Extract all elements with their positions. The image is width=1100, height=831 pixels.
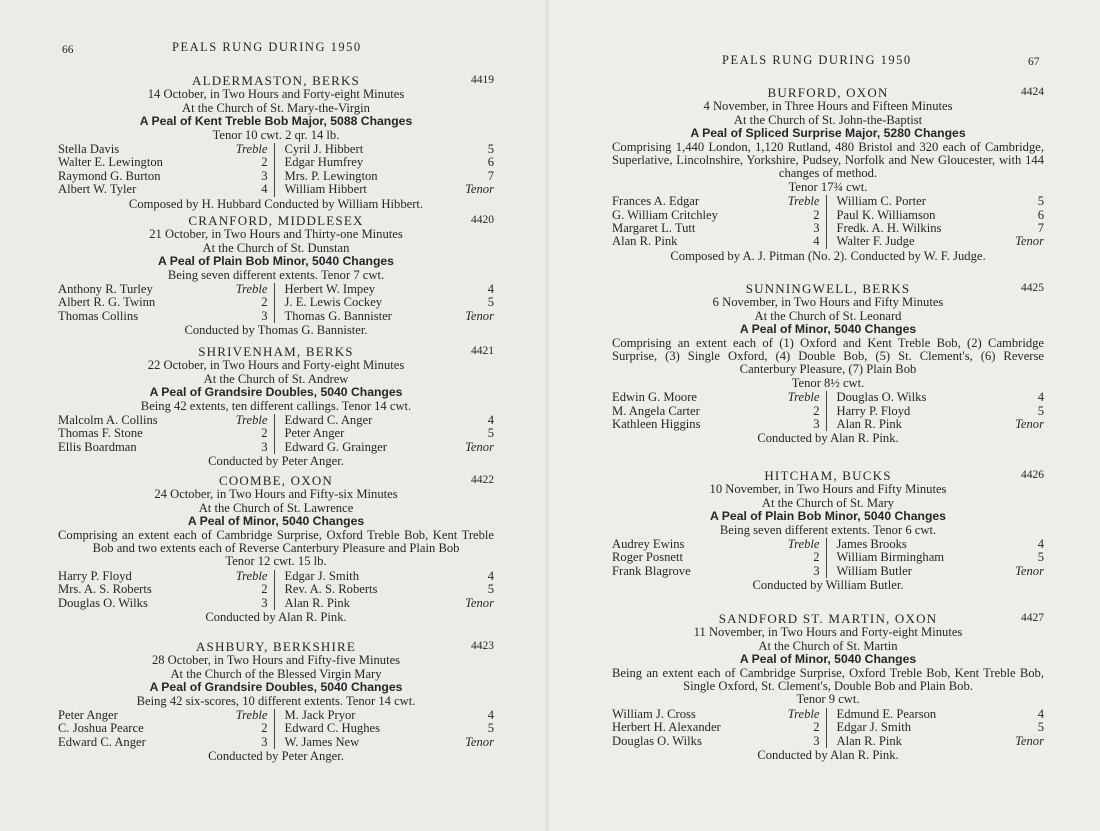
peal-composition: Comprising an extent each of (1) Oxford and Kent Treble Bob, (2) Cambridge Surprise, (3) Single Oxford, (4) Double Bob, (5) St. Clement's, (6) Reverse Canterbury Pleasure, (7) Plain Bob bbox=[612, 335, 1044, 377]
bell-position: Tenor bbox=[465, 595, 494, 610]
peal-title bbox=[58, 74, 494, 87]
ringer-row bbox=[285, 736, 495, 749]
ringers-band bbox=[612, 708, 1044, 748]
peal-number: 4420 bbox=[471, 214, 494, 226]
ringer-row bbox=[58, 296, 268, 309]
peal-tenor: Being seven different extents. Tenor 7 cwt. bbox=[167, 267, 385, 282]
peal-conductor: Conducted by Thomas G. Bannister. bbox=[184, 323, 368, 338]
ringers-column-right bbox=[826, 708, 1045, 748]
ringer-name: Rev. A. S. Roberts bbox=[284, 582, 378, 597]
bell-position: 2 bbox=[261, 721, 268, 736]
ringers-column-left bbox=[58, 414, 274, 454]
peal-entry bbox=[58, 74, 494, 211]
ringer-name: Thomas F. Stone bbox=[58, 426, 143, 441]
ringer-row bbox=[612, 222, 820, 235]
ringer-row bbox=[837, 235, 1045, 248]
peal-title bbox=[58, 345, 494, 358]
ringer-name: William Butler bbox=[836, 563, 912, 578]
bell-position: 5 bbox=[487, 582, 494, 597]
ringer-row bbox=[285, 183, 495, 196]
peal-entry bbox=[612, 86, 1044, 263]
ringer-name: G. William Critchley bbox=[612, 207, 718, 222]
bell-position: 5 bbox=[1037, 403, 1044, 418]
ringer-row bbox=[285, 570, 495, 583]
peal-place: BURFORD, OXON bbox=[767, 85, 889, 100]
peal-date: 28 October, in Two Hours and Fifty-five Minutes bbox=[151, 653, 401, 668]
ringer-row bbox=[837, 222, 1045, 235]
ringer-name: Harry P. Floyd bbox=[58, 568, 132, 583]
ringer-name: Alan R. Pink bbox=[284, 595, 350, 610]
ringer-row bbox=[837, 405, 1045, 418]
peal-method: A Peal of Grandsire Doubles, 5040 Changes bbox=[149, 385, 403, 400]
bell-position: 5 bbox=[1037, 720, 1044, 735]
peal-conductor: Conducted by Alan R. Pink. bbox=[757, 431, 899, 446]
ringer-name: Edwin G. Moore bbox=[612, 390, 697, 405]
peal-entry bbox=[58, 345, 494, 469]
ringer-row bbox=[285, 170, 495, 183]
ringer-name: J. E. Lewis Cockey bbox=[284, 295, 383, 310]
bell-position: 3 bbox=[261, 734, 268, 749]
ringer-name: James Brooks bbox=[836, 537, 907, 552]
ringer-row bbox=[837, 538, 1045, 551]
ringers-band bbox=[612, 391, 1044, 431]
ringers-column-right bbox=[274, 414, 495, 454]
ringer-name: Fredk. A. H. Wilkins bbox=[836, 221, 942, 236]
bell-position: Treble bbox=[235, 413, 268, 428]
ringer-row bbox=[58, 709, 268, 722]
peal-tenor: Being seven different extents. Tenor 6 cwt. bbox=[719, 522, 937, 537]
peal-number: 4423 bbox=[471, 640, 494, 652]
ringers-column-right bbox=[274, 709, 495, 749]
peal-date: 22 October, in Two Hours and Forty-eight Minutes bbox=[147, 358, 405, 373]
page-number: 67 bbox=[1028, 56, 1040, 68]
ringer-name: Alan R. Pink bbox=[836, 417, 902, 432]
ringer-name: Edgar Humfrey bbox=[284, 155, 364, 170]
ringer-row bbox=[58, 597, 268, 610]
bell-position: Treble bbox=[235, 282, 268, 297]
ringer-name: Edmund E. Pearson bbox=[836, 706, 937, 721]
ringer-name: Paul K. Williamson bbox=[836, 207, 936, 222]
ringer-name: Raymond G. Burton bbox=[58, 168, 161, 183]
peal-conductor: Conducted by Peter Anger. bbox=[208, 454, 344, 469]
ringers-band bbox=[58, 143, 494, 197]
bell-position: 6 bbox=[1037, 207, 1044, 222]
ringer-name: Douglas O. Wilks bbox=[612, 733, 702, 748]
bell-position: 2 bbox=[813, 720, 820, 735]
peal-entry bbox=[58, 214, 494, 338]
bell-position: 3 bbox=[813, 417, 820, 432]
ringer-row bbox=[837, 708, 1045, 721]
peal-entry bbox=[58, 640, 494, 764]
ringer-name: Edward C. Anger bbox=[284, 413, 373, 428]
bell-position: 7 bbox=[487, 168, 494, 183]
ringer-row bbox=[58, 427, 268, 440]
peal-title bbox=[612, 86, 1044, 99]
peal-number: 4424 bbox=[1021, 86, 1044, 98]
ringer-name: Herbert H. Alexander bbox=[612, 720, 721, 735]
bell-position: 6 bbox=[487, 155, 494, 170]
running-header: PEALS RUNG DURING 1950 bbox=[722, 53, 912, 67]
bell-position: Tenor bbox=[465, 734, 494, 749]
ringer-row bbox=[285, 597, 495, 610]
ringers-column-left bbox=[612, 195, 826, 249]
ringer-row bbox=[612, 405, 820, 418]
ringer-row bbox=[285, 427, 495, 440]
ringer-name: Thomas G. Bannister bbox=[284, 308, 392, 323]
peal-tenor: Tenor 17¾ cwt. bbox=[788, 179, 868, 194]
ringer-row bbox=[837, 565, 1045, 578]
peal-conductor: Conducted by Alan R. Pink. bbox=[205, 610, 347, 625]
bell-position: 3 bbox=[813, 221, 820, 236]
ringers-band bbox=[58, 709, 494, 749]
peal-place: HITCHAM, BUCKS bbox=[764, 468, 892, 483]
ringer-name: C. Joshua Pearce bbox=[58, 721, 144, 736]
peal-method: A Peal of Spliced Surprise Major, 5280 Changes bbox=[690, 126, 966, 141]
ringer-name: Albert W. Tyler bbox=[58, 182, 137, 197]
bell-position: 2 bbox=[813, 403, 820, 418]
peal-church: At the Church of St. Dunstan bbox=[202, 240, 350, 255]
ringers-column-left bbox=[58, 283, 274, 323]
ringer-name: Cyril J. Hibbert bbox=[284, 142, 364, 157]
ringer-name: Edgar J. Smith bbox=[284, 568, 360, 583]
bell-position: Tenor bbox=[465, 182, 494, 197]
ringer-row bbox=[285, 709, 495, 722]
ringer-name: William C. Porter bbox=[836, 194, 926, 209]
ringer-row bbox=[285, 583, 495, 596]
ringer-name: Anthony R. Turley bbox=[58, 282, 153, 297]
ringer-name: M. Jack Pryor bbox=[284, 708, 356, 723]
bell-position: 5 bbox=[487, 295, 494, 310]
ringer-name: Walter F. Judge bbox=[836, 234, 915, 249]
bell-position: 2 bbox=[261, 426, 268, 441]
ringer-row bbox=[285, 143, 495, 156]
page-number: 66 bbox=[62, 44, 74, 56]
ringer-row bbox=[612, 551, 820, 564]
peal-place: SUNNINGWELL, BERKS bbox=[745, 281, 911, 296]
ringer-name: M. Angela Carter bbox=[612, 403, 700, 418]
bell-position: Tenor bbox=[1015, 234, 1044, 249]
ringer-row bbox=[58, 156, 268, 169]
peal-number: 4426 bbox=[1021, 469, 1044, 481]
ringers-band bbox=[612, 538, 1044, 578]
bell-position: 2 bbox=[813, 207, 820, 222]
bell-position: 4 bbox=[1037, 390, 1044, 405]
ringer-row bbox=[837, 391, 1045, 404]
peal-title bbox=[58, 214, 494, 227]
bell-position: 4 bbox=[261, 182, 268, 197]
ringer-name: Ellis Boardman bbox=[58, 439, 137, 454]
ringer-name: W. James New bbox=[284, 734, 360, 749]
bell-position: 2 bbox=[261, 582, 268, 597]
ringer-name: Audrey Ewins bbox=[612, 537, 685, 552]
ringer-name: William Hibbert bbox=[284, 182, 367, 197]
peal-conductor: Composed by A. J. Pitman (No. 2). Conducted by W. F. Judge. bbox=[670, 248, 986, 263]
bell-position: Treble bbox=[787, 194, 820, 209]
peal-composition: Comprising 1,440 London, 1,120 Rutland, 480 Bristol and 320 each of Cambridge, Superlative, Lincolnshire, Yorkshire, Pudsey, Norfolk and New Gloucester, with 144 changes of method. bbox=[612, 139, 1044, 181]
peal-number: 4422 bbox=[471, 474, 494, 486]
peal-date: 10 November, in Two Hours and Fifty Minutes bbox=[709, 482, 947, 497]
peal-title bbox=[612, 612, 1044, 625]
bell-position: 5 bbox=[487, 142, 494, 157]
ringer-name: Walter E. Lewington bbox=[58, 155, 163, 170]
ringers-band bbox=[58, 414, 494, 454]
peal-church: At the Church of St. Mary bbox=[761, 495, 895, 510]
bell-position: 4 bbox=[487, 708, 494, 723]
ringer-row bbox=[58, 310, 268, 323]
ringer-row bbox=[612, 209, 820, 222]
peal-method: A Peal of Grandsire Doubles, 5040 Changes bbox=[149, 680, 403, 695]
peal-church: At the Church of St. John-the-Baptist bbox=[733, 112, 923, 127]
ringer-name: Edward C. Hughes bbox=[284, 721, 380, 736]
bell-position: 4 bbox=[487, 282, 494, 297]
ringer-row bbox=[58, 570, 268, 583]
ringers-column-right bbox=[274, 143, 495, 197]
peal-conductor: Conducted by Alan R. Pink. bbox=[757, 748, 899, 763]
peal-method: A Peal of Plain Bob Minor, 5040 Changes bbox=[710, 509, 946, 524]
bell-position: Treble bbox=[235, 568, 268, 583]
peal-method: A Peal of Kent Treble Bob Major, 5088 Changes bbox=[139, 114, 413, 129]
ringer-row bbox=[58, 414, 268, 427]
ringer-row bbox=[285, 296, 495, 309]
ringer-row bbox=[58, 736, 268, 749]
bell-position: 5 bbox=[1037, 550, 1044, 565]
bell-position: Tenor bbox=[1015, 733, 1044, 748]
bell-position: Treble bbox=[235, 142, 268, 157]
peal-date: 21 October, in Two Hours and Thirty-one Minutes bbox=[149, 227, 403, 242]
bell-position: 2 bbox=[261, 295, 268, 310]
ringer-row bbox=[58, 183, 268, 196]
ringer-row bbox=[58, 143, 268, 156]
peal-entry bbox=[612, 469, 1044, 593]
bell-position: Tenor bbox=[465, 308, 494, 323]
peal-composition: Comprising an extent each of Cambridge Surprise, Oxford Treble Bob, Kent Treble Bob and two extents each of Reverse Canterbury Pleasure and Plain Bob bbox=[58, 527, 494, 556]
peal-number: 4427 bbox=[1021, 612, 1044, 624]
ringer-row bbox=[837, 721, 1045, 734]
bell-position: 3 bbox=[813, 733, 820, 748]
ringer-name: Mrs. A. S. Roberts bbox=[58, 582, 152, 597]
peal-title bbox=[58, 474, 494, 487]
ringer-row bbox=[612, 708, 820, 721]
peal-method: A Peal of Minor, 5040 Changes bbox=[739, 652, 917, 667]
ringer-name: Alan R. Pink bbox=[836, 733, 902, 748]
peal-conductor: Composed by H. Hubbard Conducted by William Hibbert. bbox=[128, 196, 424, 211]
ringer-name: Frances A. Edgar bbox=[612, 194, 700, 209]
bell-position: 2 bbox=[813, 550, 820, 565]
peal-date: 24 October, in Two Hours and Fifty-six Minutes bbox=[154, 487, 398, 502]
ringer-row bbox=[612, 538, 820, 551]
peal-number: 4425 bbox=[1021, 282, 1044, 294]
ringer-name: Peter Anger bbox=[284, 426, 345, 441]
ringer-row bbox=[612, 391, 820, 404]
peal-title bbox=[612, 282, 1044, 295]
ringer-row bbox=[285, 283, 495, 296]
peal-church: At the Church of St. Mary-the-Virgin bbox=[182, 100, 370, 115]
ringers-column-left bbox=[612, 391, 826, 431]
peal-tenor: Tenor 12 cwt. 15 lb. bbox=[225, 554, 327, 569]
bell-position: 4 bbox=[487, 413, 494, 428]
peal-method: A Peal of Minor, 5040 Changes bbox=[739, 322, 917, 337]
bell-position: 4 bbox=[1037, 537, 1044, 552]
ringer-name: William J. Cross bbox=[612, 706, 696, 721]
bell-position: Tenor bbox=[465, 439, 494, 454]
ringer-name: William Birmingham bbox=[836, 550, 945, 565]
ringer-row bbox=[58, 170, 268, 183]
peal-method: A Peal of Plain Bob Minor, 5040 Changes bbox=[158, 254, 394, 269]
peal-entry bbox=[612, 282, 1044, 446]
bell-position: 4 bbox=[813, 234, 820, 249]
peal-entry bbox=[58, 474, 494, 624]
peal-place: CRANFORD, MIDDLESEX bbox=[188, 213, 364, 228]
ringer-row bbox=[837, 418, 1045, 431]
bell-position: 5 bbox=[487, 721, 494, 736]
ringer-name: Douglas O. Wilks bbox=[58, 595, 148, 610]
ringer-row bbox=[285, 414, 495, 427]
ringers-column-left bbox=[612, 538, 826, 578]
ringer-name: Stella Davis bbox=[58, 142, 120, 157]
ringers-column-right bbox=[826, 391, 1045, 431]
peal-date: 11 November, in Two Hours and Forty-eight Minutes bbox=[693, 625, 963, 640]
bell-position: Tenor bbox=[1015, 563, 1044, 578]
bell-position: Treble bbox=[787, 390, 820, 405]
ringer-row bbox=[58, 722, 268, 735]
ringer-name: Harry P. Floyd bbox=[836, 403, 911, 418]
ringers-column-right bbox=[826, 195, 1045, 249]
bell-position: 3 bbox=[261, 308, 268, 323]
ringer-name: Edward C. Anger bbox=[58, 734, 146, 749]
ringer-row bbox=[285, 156, 495, 169]
ringer-name: Herbert W. Impey bbox=[284, 282, 376, 297]
bell-position: 3 bbox=[261, 168, 268, 183]
peal-date: 4 November, in Three Hours and Fifteen Minutes bbox=[703, 99, 953, 114]
ringers-column-left bbox=[612, 708, 826, 748]
peal-church: At the Church of St. Leonard bbox=[754, 308, 902, 323]
right-page bbox=[550, 0, 1100, 831]
peal-conductor: Conducted by William Butler. bbox=[752, 578, 904, 593]
bell-position: Treble bbox=[787, 706, 820, 721]
bell-position: 5 bbox=[487, 426, 494, 441]
peal-place: ALDERMASTON, BERKS bbox=[192, 73, 360, 88]
peal-church: At the Church of St. Martin bbox=[758, 638, 898, 653]
ringers-column-right bbox=[274, 570, 495, 610]
ringer-row bbox=[837, 735, 1045, 748]
ringer-row bbox=[612, 735, 820, 748]
peal-date: 6 November, in Two Hours and Fifty Minutes bbox=[712, 295, 944, 310]
bell-position: 2 bbox=[261, 155, 268, 170]
ringer-name: Edward G. Grainger bbox=[284, 439, 387, 454]
peal-place: SHRIVENHAM, BERKS bbox=[198, 344, 354, 359]
ringer-row bbox=[285, 441, 495, 454]
ringer-row bbox=[612, 235, 820, 248]
peal-place: COOMBE, OXON bbox=[218, 473, 334, 488]
ringer-row bbox=[612, 418, 820, 431]
ringer-row bbox=[837, 195, 1045, 208]
peal-composition: Being an extent each of Cambridge Surprise, Oxford Treble Bob, Kent Treble Bob, Single Oxford, St. Clement's, Double Bob and Plain Bob. bbox=[612, 665, 1044, 694]
ringer-row bbox=[612, 721, 820, 734]
peal-conductor: Conducted by Peter Anger. bbox=[208, 749, 344, 764]
ringer-name: Malcolm A. Collins bbox=[58, 413, 158, 428]
peal-place: ASHBURY, BERKSHIRE bbox=[195, 639, 357, 654]
ringer-name: Frank Blagrove bbox=[612, 563, 691, 578]
bell-position: Treble bbox=[787, 537, 820, 552]
ringer-name: Margaret L. Tutt bbox=[612, 221, 696, 236]
ringer-row bbox=[837, 209, 1045, 222]
bell-position: 7 bbox=[1037, 221, 1044, 236]
ringers-column-left bbox=[58, 709, 274, 749]
ringers-band bbox=[58, 283, 494, 323]
ringer-row bbox=[285, 310, 495, 323]
ringer-row bbox=[612, 195, 820, 208]
bell-position: 4 bbox=[487, 568, 494, 583]
peal-place: SANDFORD ST. MARTIN, OXON bbox=[718, 611, 938, 626]
ringer-name: Albert R. G. Twinn bbox=[58, 295, 156, 310]
peal-tenor: Tenor 9 cwt. bbox=[796, 692, 860, 707]
ringer-row bbox=[837, 551, 1045, 564]
peal-church: At the Church of St. Lawrence bbox=[198, 500, 354, 515]
peal-date: 14 October, in Two Hours and Forty-eight Minutes bbox=[147, 87, 405, 102]
peal-tenor: Tenor 10 cwt. 2 qr. 14 lb. bbox=[212, 127, 340, 142]
ringer-name: Mrs. P. Lewington bbox=[284, 168, 378, 183]
peal-tenor: Being 42 six-scores, 10 different extents. Tenor 14 cwt. bbox=[136, 693, 416, 708]
ringer-name: Kathleen Higgins bbox=[612, 417, 701, 432]
ringer-name: Alan R. Pink bbox=[612, 234, 678, 249]
ringer-name: Edgar J. Smith bbox=[836, 720, 912, 735]
ringer-row bbox=[58, 283, 268, 296]
peal-church: At the Church of St. Andrew bbox=[203, 371, 349, 386]
ringer-row bbox=[58, 441, 268, 454]
ringer-name: Roger Posnett bbox=[612, 550, 684, 565]
bell-position: Treble bbox=[235, 708, 268, 723]
ringer-row bbox=[285, 722, 495, 735]
peal-church: At the Church of the Blessed Virgin Mary bbox=[170, 666, 382, 681]
ringer-row bbox=[58, 583, 268, 596]
ringers-column-left bbox=[58, 143, 274, 197]
peal-number: 4421 bbox=[471, 345, 494, 357]
bell-position: Tenor bbox=[1015, 417, 1044, 432]
ringers-column-left bbox=[58, 570, 274, 610]
peal-number: 4419 bbox=[471, 74, 494, 86]
bell-position: 3 bbox=[261, 439, 268, 454]
peal-title bbox=[612, 469, 1044, 482]
ringer-name: Peter Anger bbox=[58, 708, 118, 723]
bell-position: 4 bbox=[1037, 706, 1044, 721]
ringers-column-right bbox=[274, 283, 495, 323]
running-header: PEALS RUNG DURING 1950 bbox=[172, 40, 362, 54]
peal-title bbox=[58, 640, 494, 653]
bell-position: 3 bbox=[261, 595, 268, 610]
ringer-name: Douglas O. Wilks bbox=[836, 390, 927, 405]
ringers-column-right bbox=[826, 538, 1045, 578]
bell-position: 5 bbox=[1037, 194, 1044, 209]
peal-tenor: Tenor 8½ cwt. bbox=[791, 375, 865, 390]
ringers-band bbox=[612, 195, 1044, 249]
ringer-name: Thomas Collins bbox=[58, 308, 139, 323]
ringer-row bbox=[612, 565, 820, 578]
peal-entry bbox=[612, 612, 1044, 762]
peal-tenor: Being 42 extents, ten different callings. Tenor 14 cwt. bbox=[140, 398, 412, 413]
peal-method: A Peal of Minor, 5040 Changes bbox=[187, 514, 365, 529]
ringers-band bbox=[58, 570, 494, 610]
bell-position: 3 bbox=[813, 563, 820, 578]
